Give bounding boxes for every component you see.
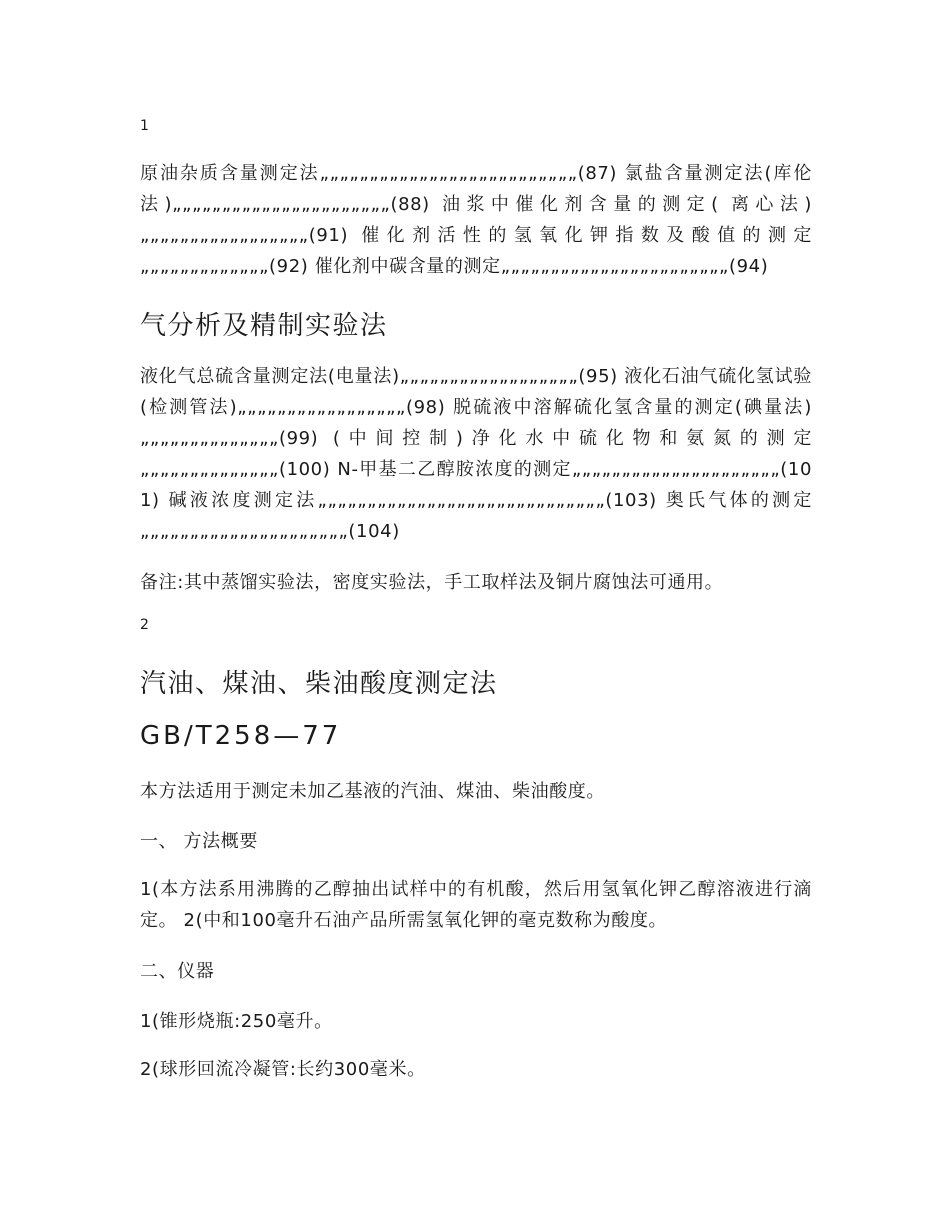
section-1-title: 一、 方法概要 [140, 831, 258, 852]
instrument-item-1: 1(锥形烧瓶:250毫升。 [140, 1011, 333, 1032]
toc-block-1: 原油杂质含量测定法„„„„„„„„„„„„„„„„„„„„„„„„„„(87) 氯盐含量测定法(库伦法)„„„„„„„„„„„„„„„„„„„„„„(88) 油浆中催化剂含量的测定( 离心法)„„„„„„„„„„„„„„„„„(91) 催化剂活性的氢氧化钾指数及酸值的测定„„„„„„„„„„„„„(92) 催化剂中碳含量的测定„„„„„„„„„„„„„„„„„„„„„„„(94) [140, 163, 812, 277]
section-heading-gas-analysis: 气分析及精制实验法 [140, 311, 388, 341]
toc-block-2: 液化气总硫含量测定法(电量法)„„„„„„„„„„„„„„„„„„(95) 液化石油气硫化氢试验(检测管法)„„„„„„„„„„„„„„„„„(98) 脱硫液中溶解硫化氢含量的测定(碘量法)„„„„„„„„„„„„„„(99) (中间控制)净化水中硫化物和氨氮的测定„„„„„„„„„„„„„„(100) N-甲基二乙醇胺浓度的测定„„„„„„„„„„„„„„„„„„„„„(101) 碱液浓度测定法„„„„„„„„„„„„„„„„„„„„„„„„„„„„„(103) 奥氏气体的测定„„„„„„„„„„„„„„„„„„„„„(104) [140, 366, 812, 542]
page-number-2: 2 [140, 617, 150, 633]
document-title: 汽油、煤油、柴油酸度测定法 [140, 669, 498, 699]
remark-text: 备注:其中蒸馏实验法，密度实验法，手工取样法及铜片腐蚀法可通用。 [140, 572, 724, 593]
standard-code: GB/T258—77 [140, 721, 342, 751]
page-number-1: 1 [140, 118, 150, 134]
section-2-title: 二、仪器 [140, 961, 215, 982]
instrument-item-2: 2(球形回流冷凝管:长约300毫米。 [140, 1059, 426, 1080]
section-1-body: 1(本方法系用沸腾的乙醇抽出试样中的有机酸，然后用氢氧化钾乙醇溶液进行滴定。 2(中和100毫升石油产品所需氢氧化钾的毫克数称为酸度。 [140, 879, 812, 931]
scope-text: 本方法适用于测定未加乙基液的汽油、煤油、柴油酸度。 [140, 781, 605, 802]
